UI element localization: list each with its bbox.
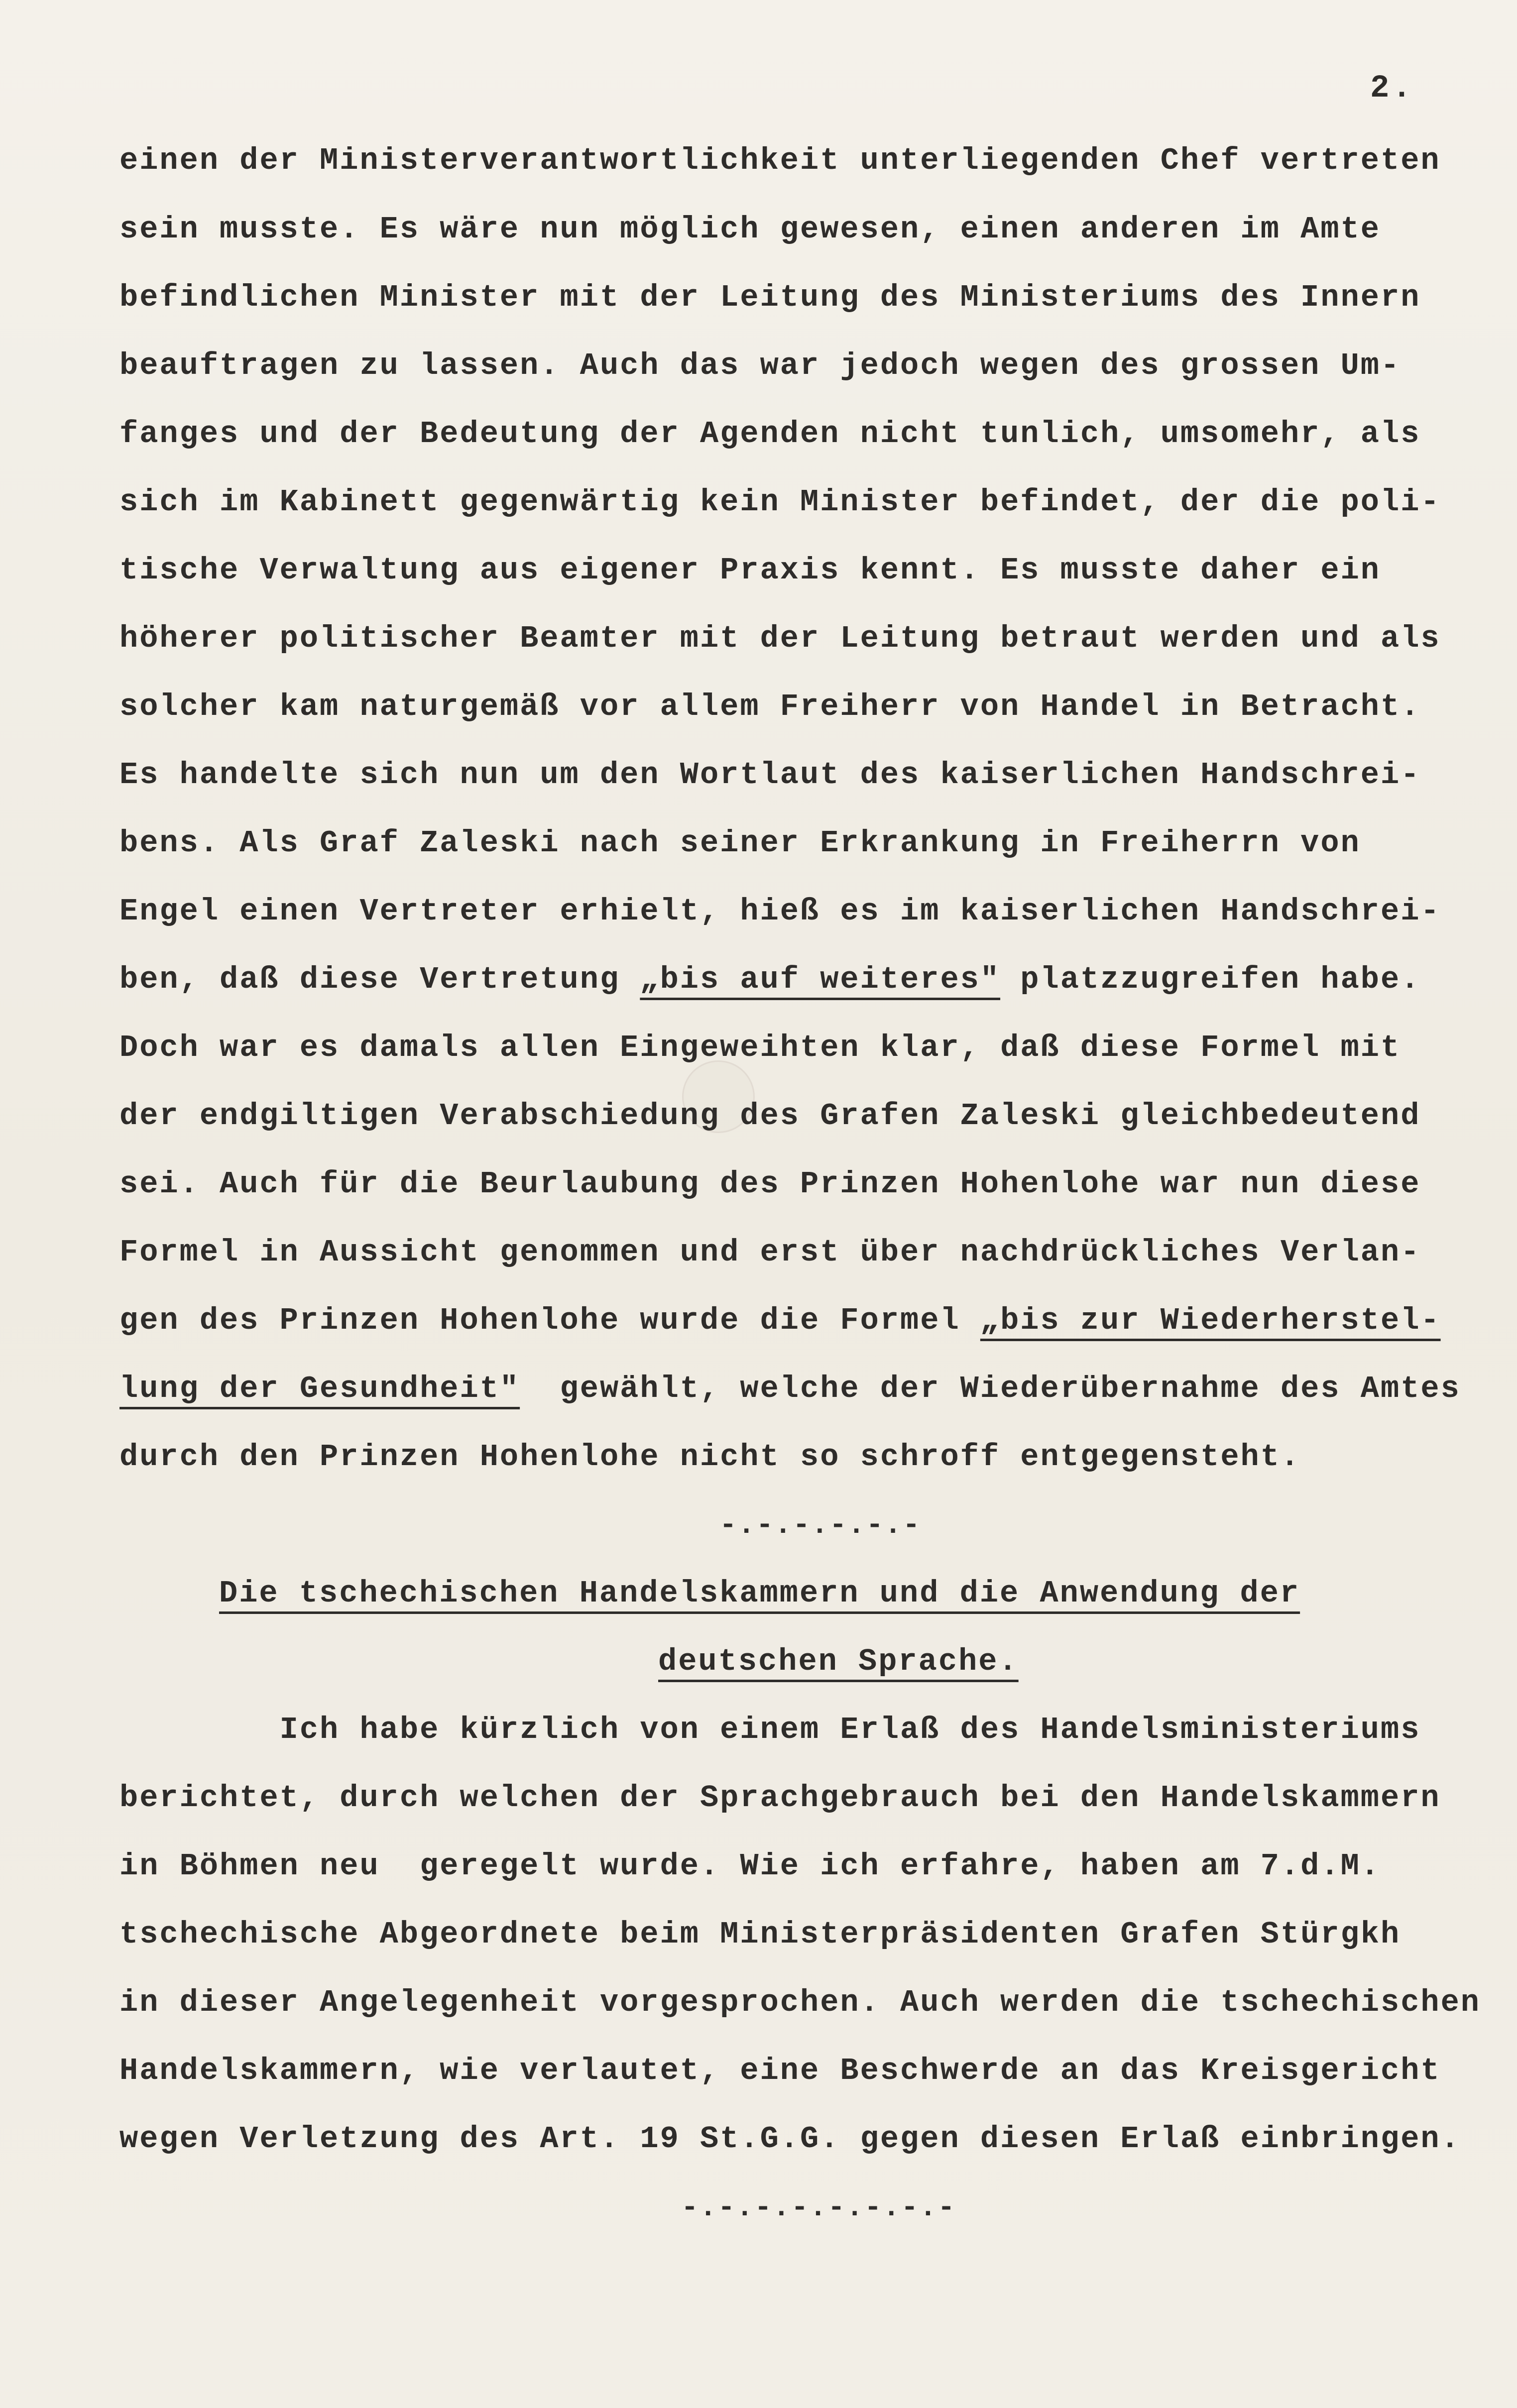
text-line: Engel einen Vertreter erhielt, hieß es im kaiserlichen Handschrei- bbox=[119, 894, 1441, 929]
text-line: Formel in Aussicht genommen und erst über nachdrückliches Verlan- bbox=[119, 1235, 1421, 1270]
text-line: tische Verwaltung aus eigener Praxis kennt. Es musste daher ein bbox=[119, 553, 1381, 588]
text-line bbox=[119, 1371, 1461, 1408]
text-line: Es handelte sich nun um den Wortlaut des kaiserlichen Handschrei- bbox=[119, 757, 1421, 793]
underlined-phrase: „bis zur Wiederherstel- bbox=[980, 1303, 1441, 1338]
text-line: tschechische Abgeordnete beim Ministerpräsidenten Grafen Stürgkh bbox=[119, 1917, 1401, 1952]
text-segment: ben, daß diese Vertretung bbox=[119, 962, 640, 997]
text-line: solcher kam naturgemäß vor allem Freiherr von Handel in Betracht. bbox=[119, 689, 1421, 724]
text-line: durch den Prinzen Hohenlohe nicht so schroff entgegensteht. bbox=[119, 1439, 1301, 1475]
text-segment: platzzugreifen habe. bbox=[1000, 962, 1421, 997]
text-line: sein musste. Es wäre nun möglich gewesen, einen anderen im Amte bbox=[119, 212, 1381, 247]
text-line: bens. Als Graf Zaleski nach seiner Erkrankung in Freiherrn von bbox=[119, 825, 1361, 861]
text-line: sei. Auch für die Beurlaubung des Prinzen Hohenlohe war nun diese bbox=[119, 1166, 1421, 1202]
text-line bbox=[119, 1305, 1441, 1340]
text-line: Handelskammern, wie verlautet, eine Beschwerde an das Kreisgericht bbox=[119, 2053, 1441, 2088]
section-separator: -.-.-.-.-.- bbox=[719, 1509, 921, 1542]
text-line: in dieser Angelegenheit vorgesprochen. Auch werden die tschechischen bbox=[119, 1985, 1481, 2020]
text-line bbox=[119, 964, 1420, 999]
section-heading: Die tschechischen Handelskammern und die Anwendung der bbox=[219, 1576, 1300, 1611]
text-line: befindlichen Minister mit der Leitung des Ministeriums des Innern bbox=[119, 280, 1421, 315]
underlined-phrase: „bis auf weiteres" bbox=[640, 962, 1001, 997]
section-heading: deutschen Sprache. bbox=[658, 1644, 1019, 1679]
text-line: berichtet, durch welchen der Sprachgebrauch bei den Handelskammern bbox=[119, 1780, 1441, 1816]
text-line: fanges und der Bedeutung der Agenden nicht tunlich, umsomehr, als bbox=[119, 416, 1421, 452]
section-separator: -.-.-.-.-.-.-.- bbox=[681, 2192, 956, 2224]
text-line: beauftragen zu lassen. Auch das war jedoch wegen des grossen Um- bbox=[119, 348, 1401, 383]
text-line: Doch war es damals allen Eingeweihten klar, daß diese Formel mit bbox=[119, 1030, 1401, 1065]
text-segment: gen des Prinzen Hohenlohe wurde die Formel bbox=[119, 1303, 980, 1338]
text-line: Ich habe kürzlich von einem Erlaß des Handelsministeriums bbox=[119, 1712, 1421, 1747]
text-line: wegen Verletzung des Art. 19 St.G.G. gegen diesen Erlaß einbringen. bbox=[119, 2121, 1461, 2157]
text-line: höherer politischer Beamter mit der Leitung betraut werden und als bbox=[119, 621, 1441, 656]
text-line: in Böhmen neu geregelt wurde. Wie ich erfahre, haben am 7.d.M. bbox=[119, 1848, 1381, 1884]
text-line: einen der Ministerverantwortlichkeit unterliegenden Chef vertreten bbox=[119, 143, 1441, 178]
text-line: sich im Kabinett gegenwärtig kein Minister befindet, der die poli- bbox=[119, 484, 1441, 520]
text-segment: gewählt, welche der Wiederübernahme des Amtes bbox=[520, 1371, 1461, 1406]
text-line: der endgiltigen Verabschiedung des Grafen Zaleski gleichbedeutend bbox=[119, 1098, 1421, 1134]
underlined-phrase: lung der Gesundheit" bbox=[119, 1371, 520, 1406]
page-number: 2. bbox=[1370, 71, 1414, 107]
